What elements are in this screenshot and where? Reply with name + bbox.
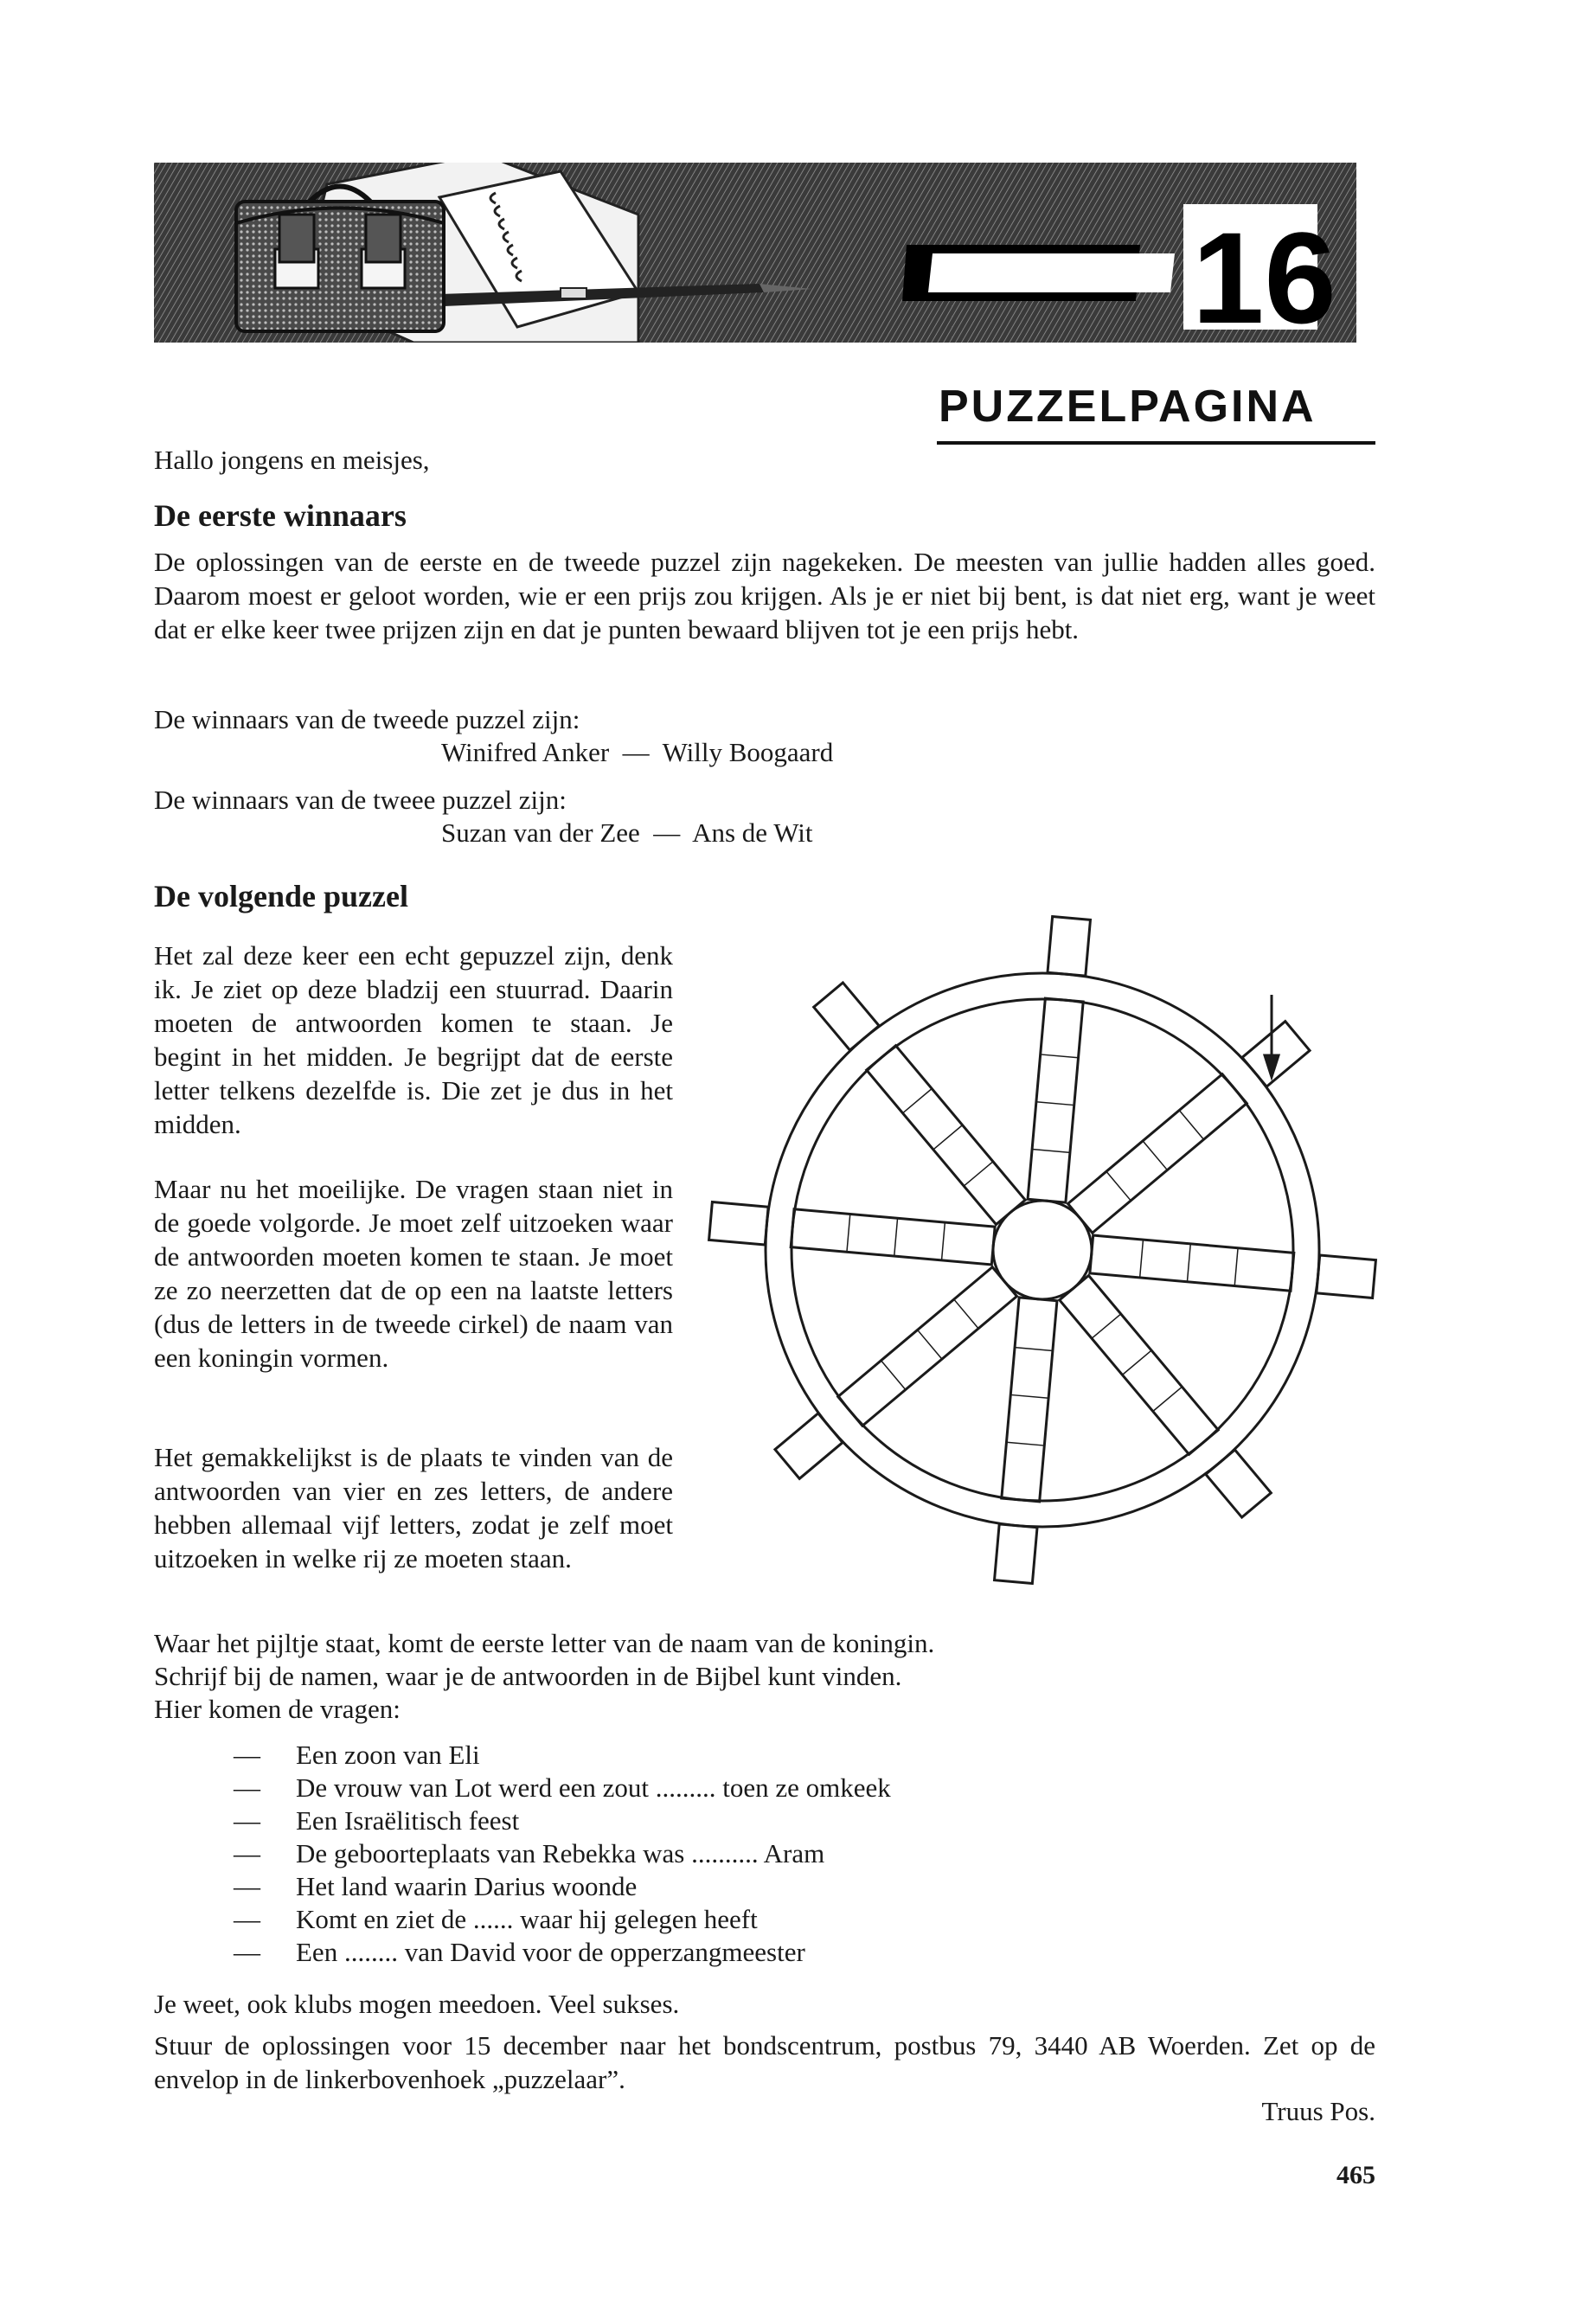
winners-paragraph: De oplossingen van de eerste en de tweede puzzel zijn nagekeken. De meesten van jullie hadden alles goed. Daarom moest er geloot worden, wie er een prijs zou krijgen. Als je er niet bij bent, is dat niet erg, want je weet dat er elke keer twee prijzen zijn en dat je punten bewaard blijven tot je een prijs hebt. xyxy=(154,547,1375,644)
wheel-handle xyxy=(995,1524,1037,1584)
letter-cell-divider xyxy=(933,1125,963,1150)
page-title: PUZZELPAGINA xyxy=(939,381,1317,432)
wheel-spoke xyxy=(838,1267,1017,1426)
questions-intro: Hier komen de vragen: xyxy=(154,1694,401,1724)
letter-cell-divider xyxy=(1036,1102,1074,1106)
winners-list-1: Winifred Anker — Willy Boogaard xyxy=(441,737,834,767)
satchel xyxy=(236,187,444,332)
puzzle-hint-paragraph: Het gemakkelijkst is de plaats te vinden van de antwoorden van vier en zes letters, de andere hebben allemaal vijf letters, zodat je zelf moet uitzoeken in welke rij ze moeten staan. xyxy=(154,1442,673,1574)
letter-cell-divider xyxy=(1032,1150,1070,1153)
letter-cell-divider xyxy=(942,1222,945,1260)
section-heading-winners: De eerste winnaars xyxy=(154,498,407,533)
title-underline xyxy=(937,441,1375,445)
page-number: 465 xyxy=(1336,2161,1375,2189)
wheel-spoke xyxy=(867,1046,1025,1225)
letter-cell-divider xyxy=(1187,1244,1190,1282)
section-heading-next-puzzle: De volgende puzzel xyxy=(154,879,408,913)
wheel-spoke xyxy=(1090,1235,1294,1291)
question-item: — Een ........ van David voor de opperzangmeester xyxy=(234,1937,805,1967)
wheel-handle xyxy=(709,1202,769,1245)
question-item: — Een Israëlitisch feest xyxy=(234,1805,520,1836)
winners-list-2: Suzan van der Zee — Ans de Wit xyxy=(441,817,813,848)
letter-cell-divider xyxy=(1122,1350,1151,1375)
author-signature: Truus Pos. xyxy=(1261,2096,1375,2126)
puzzle-intro-paragraph: Het zal deze keer een echt gepuzzel zijn, denk ik. Je ziet op deze bladzij een stuurrad. Daarin moeten de antwoorden komen te staan. Je begint in het midden. Je begrijpt dat de eerste letter telkens dezelfde is. Die zet je dus in het midden. xyxy=(154,940,673,1139)
questions-list xyxy=(234,1739,1272,1969)
letter-cell-divider xyxy=(1015,1348,1053,1351)
winners-intro-2: De winnaars van de tweee puzzel zijn: xyxy=(154,785,567,815)
wheel-inner-rim xyxy=(792,999,1293,1501)
wheel-handle xyxy=(1048,917,1090,977)
winners-intro-1: De winnaars van de tweede puzzel zijn: xyxy=(154,704,580,734)
letter-cell-divider xyxy=(1143,1141,1167,1170)
wheel-outer-rim xyxy=(766,973,1319,1527)
question-item: — De geboorteplaats van Rebekka was .......... Aram xyxy=(234,1838,825,1868)
bible-instruction: Schrijf bij de namen, waar je de antwoorden in de Bijbel kunt vinden. xyxy=(154,1661,902,1691)
letter-cell-divider xyxy=(847,1214,850,1252)
wheel-spoke xyxy=(1068,1074,1247,1233)
letter-cell-divider xyxy=(1179,1111,1203,1140)
wheel-handle xyxy=(1242,1022,1310,1086)
letter-cell-divider xyxy=(903,1088,933,1112)
wheel-spoke xyxy=(1060,1276,1218,1455)
wheel-spoke xyxy=(1028,998,1083,1202)
letter-cell-divider xyxy=(894,1218,898,1256)
question-item: — Een zoon van Eli xyxy=(234,1740,480,1770)
wheel-handle xyxy=(1317,1255,1376,1298)
submission-instructions: Stuur de oplossingen voor 15 december naar het bondscentrum, postbus 79, 3440 AB Woerden. Zet op de envelop in de linkerbovenhoek „puzzelaar”. xyxy=(154,2030,1375,2094)
letter-cell-divider xyxy=(918,1330,942,1359)
letter-cell-divider xyxy=(1010,1394,1048,1398)
greeting: Hallo jongens en meisjes, xyxy=(154,445,430,475)
letter-cell-divider xyxy=(1041,1054,1079,1058)
wheel-handle xyxy=(775,1413,843,1478)
letter-cell-divider xyxy=(1153,1387,1183,1411)
letter-cell-divider xyxy=(1006,1442,1044,1445)
letter-cell-divider xyxy=(954,1299,978,1329)
issue-number: 16 xyxy=(1192,205,1336,343)
letter-cell-divider xyxy=(1092,1314,1121,1338)
question-item: — Komt en ziet de ...... waar hij gelegen heeft xyxy=(234,1904,758,1934)
puzzle-rules-paragraph: Maar nu het moeilijke. De vragen staan niet in de goede volgorde. Je moet zelf uitzoeken waar de antwoorden moeten komen te staan. Je moet ze zo neerzetten dat de op een na laatste letters (dus de letters in de tweede cirkel) de naam van een koningin vormen. xyxy=(154,1174,673,1373)
wheel-spoke xyxy=(1002,1298,1057,1502)
clubs-note: Je weet, ook klubs mogen meedoen. Veel sukses. xyxy=(154,1989,680,2019)
wheel-spoke xyxy=(791,1209,995,1265)
wheel-handle xyxy=(814,983,879,1050)
letter-cell-divider xyxy=(881,1361,905,1390)
letter-cell-divider xyxy=(964,1162,993,1186)
banner-illustration xyxy=(154,163,1356,343)
question-item: — Het land waarin Darius woonde xyxy=(234,1871,638,1901)
ships-wheel-puzzle xyxy=(705,908,1397,1600)
question-item: — De vrouw van Lot werd een zout ......... toen ze omkeek xyxy=(234,1772,891,1803)
letter-cell-divider xyxy=(1234,1248,1238,1286)
arrow-instruction: Waar het pijltje staat, komt de eerste letter van de naam van de koningin. xyxy=(154,1628,935,1658)
letter-cell-divider xyxy=(1106,1171,1131,1201)
white-bar xyxy=(928,253,1175,292)
letter-cell-divider xyxy=(1140,1240,1144,1278)
header-banner xyxy=(154,163,1356,343)
wheel-handle xyxy=(1206,1450,1271,1517)
wheel-spokes xyxy=(709,917,1376,1584)
